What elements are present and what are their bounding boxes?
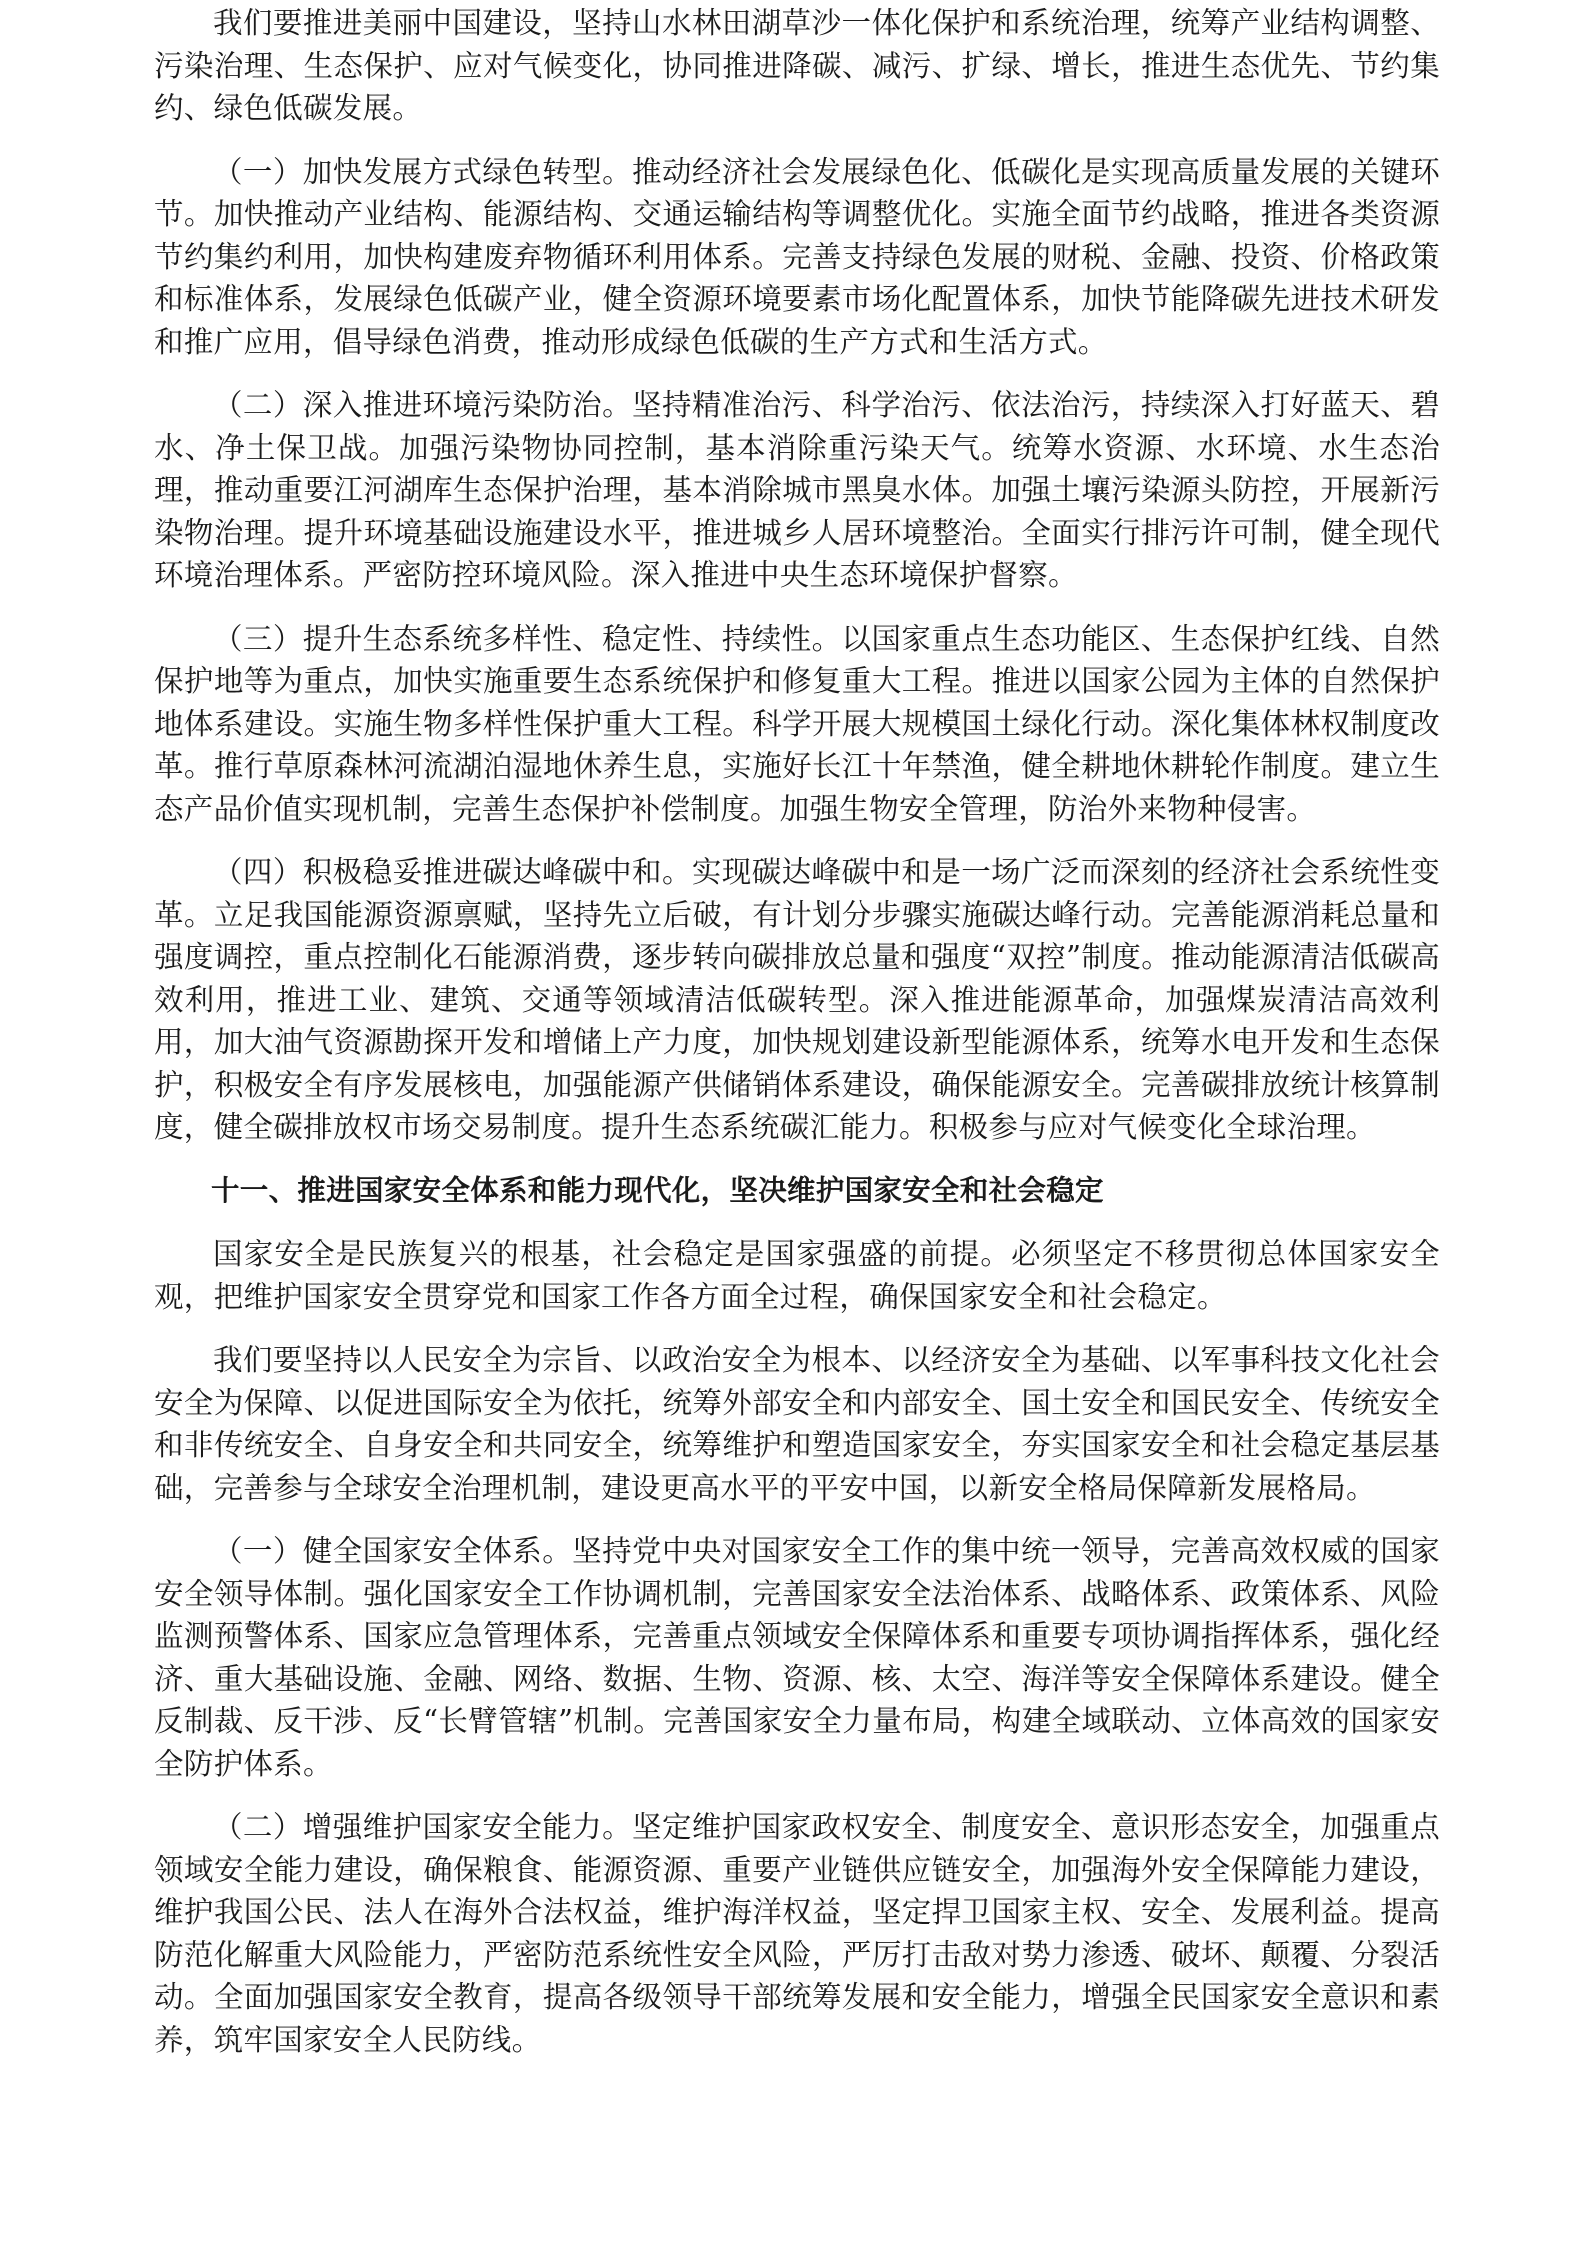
section-paragraph-1: 国家安全是民族复兴的根基，社会稳定是国家强盛的前提。必须坚定不移贯彻总体国家安全观，把维护国家安全贯穿党和国家工作各方面全过程，确保国家安全和社会稳定。: [154, 1237, 1440, 1314]
body-paragraph-4: （三）提升生态系统多样性、稳定性、持续性。以国家重点生态功能区、生态保护红线、自然保护地等为重点，加快实施重要生态系统保护和修复重大工程。推进以国家公园为主体的自然保护地体系建设。实施生物多样性保护重大工程。科学开展大规模国土绿化行动。深化集体林权制度改革。推行草原森林河流湖泊湿地休养生息，实施好长江十年禁渔，健全耕地休耕轮作制度。建立生态产品价值实现机制，完善生态保护补偿制度。加强生物安全管理，防治外来物种侵害。: [154, 621, 1440, 826]
section-paragraph-4: （二）增强维护国家安全能力。坚定维护国家政权安全、制度安全、意识形态安全，加强重点领域安全能力建设，确保粮食、能源资源、重要产业链供应链安全，加强海外安全保障能力建设，维护我国公民、法人在海外合法权益，维护海洋权益，坚定捍卫国家主权、安全、发展利益。提高防范化解重大风险能力，严密防范系统性安全风险，严厉打击敌对势力渗透、破坏、颠覆、分裂活动。全面加强国家安全教育，提高各级领导干部统筹发展和安全能力，增强全民国家安全意识和素养，筑牢国家安全人民防线。: [154, 1810, 1440, 2057]
body-paragraph-1: 我们要推进美丽中国建设，坚持山水林田湖草沙一体化保护和系统治理，统筹产业结构调整、污染治理、生态保护、应对气候变化，协同推进降碳、减污、扩绿、增长，推进生态优先、节约集约、绿色低碳发展。: [154, 6, 1440, 125]
document-page: [154, 0, 1440, 2082]
body-paragraph-5: （四）积极稳妥推进碳达峰碳中和。实现碳达峰碳中和是一场广泛而深刻的经济社会系统性变革。立足我国能源资源禀赋，坚持先立后破，有计划分步骤实施碳达峰行动。完善能源消耗总量和强度调控，重点控制化石能源消费，逐步转向碳排放总量和强度“双控”制度。推动能源清洁低碳高效利用，推进工业、建筑、交通等领域清洁低碳转型。深入推进能源革命，加强煤炭清洁高效利用，加大油气资源勘探开发和增储上产力度，加快规划建设新型能源体系，统筹水电开发和生态保护，积极安全有序发展核电，加强能源产供储销体系建设，确保能源安全。完善碳排放统计核算制度，健全碳排放权市场交易制度。提升生态系统碳汇能力。积极参与应对气候变化全球治理。: [154, 855, 1440, 1144]
body-paragraph-3: （二）深入推进环境污染防治。坚持精准治污、科学治污、依法治污，持续深入打好蓝天、碧水、净土保卫战。加强污染物协同控制，基本消除重污染天气。统筹水资源、水环境、水生态治理，推动重要江河湖库生态保护治理，基本消除城市黑臭水体。加强土壤污染源头防控，开展新污染物治理。提升环境基础设施建设水平，推进城乡人居环境整治。全面实行排污许可制，健全现代环境治理体系。严密防控环境风险。深入推进中央生态环境保护督察。: [154, 388, 1440, 592]
body-paragraph-2: （一）加快发展方式绿色转型。推动经济社会发展绿色化、低碳化是实现高质量发展的关键环节。加快推动产业结构、能源结构、交通运输结构等调整优化。实施全面节约战略，推进各类资源节约集约利用，加快构建废弃物循环利用体系。完善支持绿色发展的财税、金融、投资、价格政策和标准体系，发展绿色低碳产业，健全资源环境要素市场化配置体系，加快节能降碳先进技术研发和推广应用，倡导绿色消费，推动形成绿色低碳的生产方式和生活方式。: [154, 154, 1440, 359]
section-heading: 十一、推进国家安全体系和能力现代化，坚决维护国家安全和社会稳定: [211, 1173, 1104, 1207]
section-paragraph-3: （一）健全国家安全体系。坚持党中央对国家安全工作的集中统一领导，完善高效权威的国家安全领导体制。强化国家安全工作协调机制，完善国家安全法治体系、战略体系、政策体系、风险监测预警体系、国家应急管理体系，完善重点领域安全保障体系和重要专项协调指挥体系，强化经济、重大基础设施、金融、网络、数据、生物、资源、核、太空、海洋等安全保障体系建设。健全反制裁、反干涉、反“长臂管辖”机制。完善国家安全力量布局，构建全域联动、立体高效的国家安全防护体系。: [154, 1534, 1440, 1781]
section-paragraph-2: 我们要坚持以人民安全为宗旨、以政治安全为根本、以经济安全为基础、以军事科技文化社会安全为保障、以促进国际安全为依托，统筹外部安全和内部安全、国土安全和国民安全、传统安全和非传统安全、自身安全和共同安全，统筹维护和塑造国家安全，夯实国家安全和社会稳定基层基础，完善参与全球安全治理机制，建设更高水平的平安中国，以新安全格局保障新发展格局。: [154, 1343, 1440, 1505]
